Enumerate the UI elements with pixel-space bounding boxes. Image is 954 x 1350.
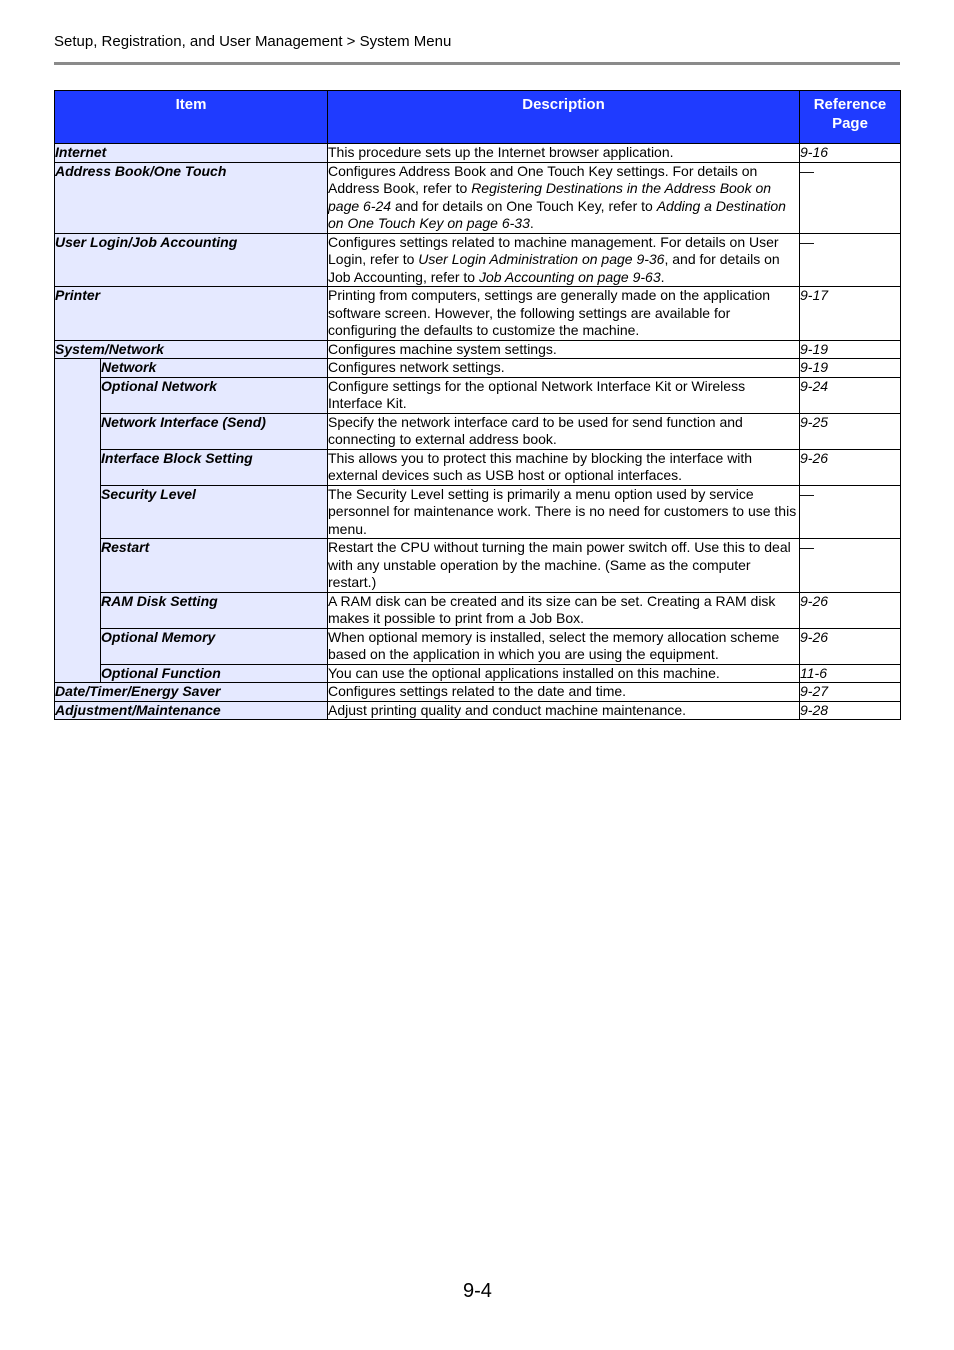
reference-page: 9-16 bbox=[800, 144, 901, 163]
reference-page: — bbox=[800, 233, 901, 287]
table-row bbox=[55, 701, 901, 720]
reference-page: 9-27 bbox=[800, 683, 901, 702]
system-menu-table bbox=[54, 90, 901, 720]
column-header-reference-line1: Reference bbox=[813, 96, 887, 113]
reference-page: — bbox=[800, 162, 901, 233]
reference-page: 9-26 bbox=[800, 592, 901, 628]
item-description bbox=[328, 683, 800, 702]
table-row bbox=[55, 485, 901, 539]
subitem-name: Network Interface (Send) bbox=[101, 413, 328, 449]
description-text: Configures network settings. bbox=[328, 359, 505, 375]
reference-page: 9-28 bbox=[800, 701, 901, 720]
description-text: Configures machine system settings. bbox=[328, 340, 557, 357]
item-description bbox=[328, 233, 800, 287]
table-row bbox=[55, 592, 901, 628]
subitem-name: Interface Block Setting bbox=[101, 449, 328, 485]
item-description bbox=[328, 144, 800, 163]
table-body bbox=[55, 144, 901, 720]
reference-page: 9-17 bbox=[800, 287, 901, 341]
reference-page: 9-26 bbox=[800, 628, 901, 664]
item-description bbox=[328, 592, 800, 628]
description-text: , and for details on Job Accounting, refer to bbox=[328, 251, 780, 285]
header-divider bbox=[54, 62, 900, 65]
description-text: . bbox=[660, 268, 665, 285]
submenu-indent bbox=[55, 359, 101, 683]
item-description bbox=[328, 485, 800, 539]
item-description bbox=[328, 664, 800, 683]
reference-page: 9-19 bbox=[800, 359, 901, 378]
page-number: 9-4 bbox=[463, 1280, 492, 1302]
breadcrumb: Setup, Registration, and User Management > System Menu bbox=[54, 33, 452, 50]
table-row bbox=[55, 144, 901, 163]
table-row bbox=[55, 162, 901, 233]
table-row bbox=[55, 287, 901, 341]
description-reference-text: Job Accounting on page 9-63 bbox=[478, 268, 661, 285]
subitem-name: Optional Network bbox=[101, 377, 328, 413]
description-reference-text: User Login Administration on page 9-36 bbox=[418, 251, 665, 267]
item-description bbox=[328, 413, 800, 449]
reference-page: — bbox=[800, 485, 901, 539]
table-row bbox=[55, 539, 901, 593]
item-name: System/Network bbox=[55, 340, 328, 359]
subitem-name: Security Level bbox=[101, 485, 328, 539]
reference-page: 9-19 bbox=[800, 340, 901, 359]
description-text: . bbox=[529, 215, 534, 231]
item-description bbox=[328, 340, 800, 359]
item-description bbox=[328, 287, 800, 341]
table-row bbox=[55, 340, 901, 359]
description-text: Configures settings related to the date and time. bbox=[328, 683, 627, 699]
column-header-description: Description bbox=[328, 91, 800, 144]
item-description bbox=[328, 162, 800, 233]
item-description bbox=[328, 701, 800, 720]
table-header-row bbox=[55, 91, 901, 144]
item-name: Printer bbox=[55, 287, 328, 341]
description-text: You can use the optional applications installed on this machine. bbox=[328, 664, 720, 681]
table-row bbox=[55, 233, 901, 287]
description-text: A RAM disk can be created and its size can be set. Creating a RAM disk makes it possible to print from a Job Box. bbox=[328, 592, 776, 626]
reference-page: 9-24 bbox=[800, 377, 901, 413]
reference-page: 9-25 bbox=[800, 413, 901, 449]
description-text: Restart the CPU without turning the main power switch off. Use this to deal with any unstable operation by the machine. (Same as the computer restart.) bbox=[328, 539, 791, 590]
table-row bbox=[55, 359, 901, 378]
reference-page: — bbox=[800, 539, 901, 593]
item-name: Address Book/One Touch bbox=[55, 162, 328, 233]
reference-page: 11-6 bbox=[800, 664, 901, 683]
item-name: Internet bbox=[55, 144, 328, 163]
item-name: User Login/Job Accounting bbox=[55, 233, 328, 287]
table-row bbox=[55, 664, 901, 683]
item-description bbox=[328, 449, 800, 485]
description-text: This procedure sets up the Internet browser application. bbox=[328, 144, 674, 160]
column-header-reference-page bbox=[800, 91, 901, 144]
description-text: Adjust printing quality and conduct machine maintenance. bbox=[328, 701, 686, 718]
item-description bbox=[328, 377, 800, 413]
table-row bbox=[55, 413, 901, 449]
description-text: Configures settings related to machine management. For details on User Login, refer to bbox=[328, 233, 779, 267]
item-description bbox=[328, 628, 800, 664]
item-name: Date/Timer/Energy Saver bbox=[55, 683, 328, 702]
subitem-name: Restart bbox=[101, 539, 328, 593]
description-reference-text: Adding a Destination on One Touch Key on page 6-33 bbox=[328, 197, 786, 231]
description-text: This allows you to protect this machine by blocking the interface with external devices such as USB host or optional interfaces. bbox=[328, 449, 753, 483]
description-text: Configure settings for the optional Network Interface Kit or Wireless Interface Kit. bbox=[328, 377, 746, 411]
subitem-name: Network bbox=[101, 359, 328, 378]
subitem-name: Optional Memory bbox=[101, 628, 328, 664]
description-text: When optional memory is installed, select the memory allocation scheme based on the application in which you are using the equipment. bbox=[328, 628, 780, 662]
subitem-name: Optional Function bbox=[101, 664, 328, 683]
item-name: Adjustment/Maintenance bbox=[55, 701, 328, 720]
column-header-item: Item bbox=[55, 91, 328, 144]
description-text: The Security Level setting is primarily a menu option used by service personnel for maintenance work. There is no need for customers to use this menu. bbox=[328, 485, 797, 537]
table-row bbox=[55, 628, 901, 664]
description-text: and for details on One Touch Key, refer to bbox=[391, 197, 657, 214]
description-reference-text: Registering Destinations in the Address Book on page 6-24 bbox=[328, 180, 772, 214]
description-text: Configures Address Book and One Touch Key settings. For details on Address Book, refer to bbox=[328, 162, 758, 196]
description-text: Specify the network interface card to be used for send function and connecting to external address book. bbox=[328, 413, 743, 447]
table-row bbox=[55, 449, 901, 485]
table-row bbox=[55, 377, 901, 413]
subitem-name: RAM Disk Setting bbox=[101, 592, 328, 628]
description-text: Printing from computers, settings are generally made on the application software screen. However, the following settings are available for configuring the defaults to customize the machine. bbox=[328, 287, 771, 338]
item-description bbox=[328, 359, 800, 378]
column-header-reference-line2: Page bbox=[832, 115, 868, 132]
table-row bbox=[55, 683, 901, 702]
item-description bbox=[328, 539, 800, 593]
reference-page: 9-26 bbox=[800, 449, 901, 485]
